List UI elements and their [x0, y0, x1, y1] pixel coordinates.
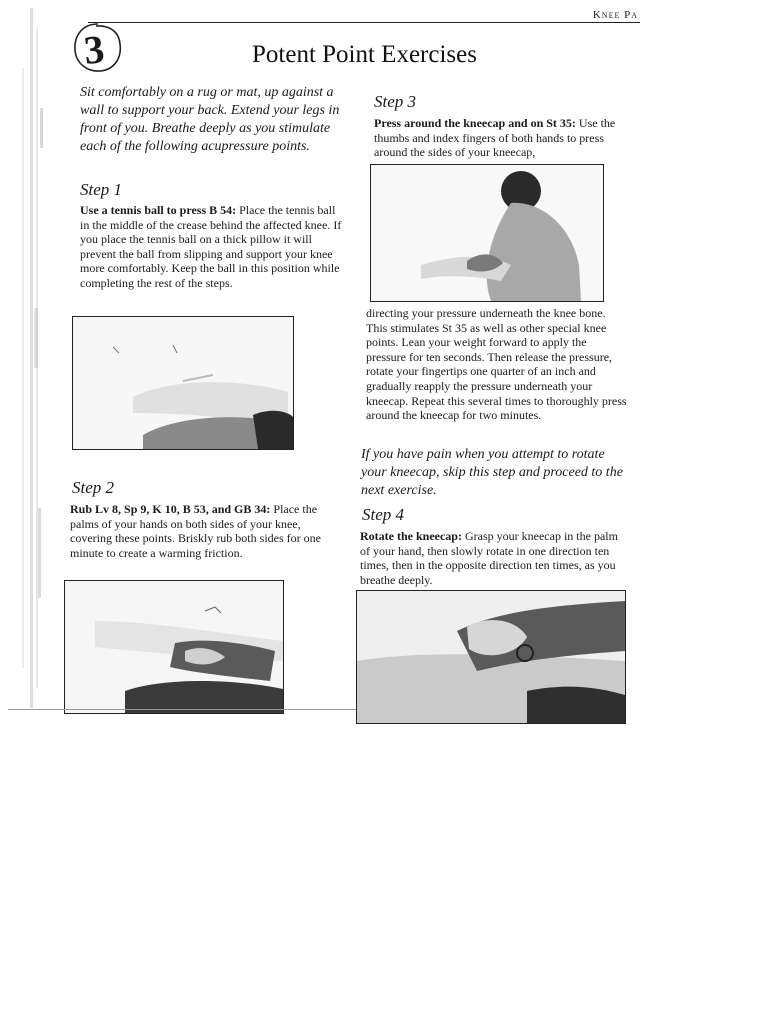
step3-heading: Step 3 — [374, 92, 417, 111]
step4-heading: Step 4 — [362, 505, 405, 524]
step3-text-continued: directing your pressure underneath the knee bone. This stimulates St 35 as well as other special knee points. Lean your weight forward to apply the pressure for ten seconds. Then release the pressure, rotate your fingertips one quarter of an inch and gradually reapply the pressure underneath your kneecap. Repeat this several times to thoroughly press around the kneecap for two minutes. — [366, 306, 627, 423]
step2-photo — [64, 580, 284, 714]
step4-body: Grasp your kneecap in the palm of your hand, then slowly rotate in one direction ten times, then in the opposite direction ten times, as you breathe deeply. — [360, 529, 618, 587]
step4-text — [360, 529, 618, 587]
page-title: Potent Point Exercises — [252, 41, 477, 68]
step1-text — [80, 203, 342, 291]
step1-heading: Step 1 — [80, 180, 123, 199]
step1-photo — [72, 316, 294, 450]
step2-text — [70, 502, 334, 560]
step2-body: Place the palms of your hands on both sides of your knee, covering these points. Briskly rub both sides for one minute to create a warming friction. — [70, 502, 321, 560]
step3-body: Use the thumbs and index fingers of both hands to press around the sides of your kneecap, — [374, 116, 616, 160]
step3-text — [374, 116, 638, 160]
caution-note: If you have pain when you attempt to rotate your kneecap, skip this step and proceed to the next exercise. — [361, 447, 623, 498]
step2-heading: Step 2 — [72, 478, 115, 497]
step1-lead: Use a tennis ball to press B 54: — [80, 203, 237, 217]
step1-body: Place the tennis ball in the middle of the crease behind the affected knee. If you place the tennis ball on a thick pillow it will prevent the ball from slipping and support your knee more comfortably. Keep the ball in this position while completing the rest of the steps. — [80, 203, 342, 290]
bottom-rule — [8, 709, 358, 710]
step2-lead: Rub Lv 8, Sp 9, K 10, B 53, and GB 34: — [70, 502, 271, 516]
intro-paragraph: Sit comfortably on a rug or mat, up against a wall to support your back. Extend your legs in front of you. Breathe deeply as you stimulate each of the following acupressure points. — [80, 85, 340, 154]
scan-edge-speckle — [0, 8, 48, 713]
chapter-number: 3 — [81, 26, 107, 73]
step4-photo — [356, 590, 626, 724]
step3-lead: Press around the kneecap and on St 35: — [374, 116, 576, 130]
chapter-number-circle — [70, 20, 126, 76]
step3-photo — [370, 164, 604, 302]
step4-lead: Rotate the kneecap: — [360, 529, 462, 543]
header-rule — [88, 22, 640, 23]
running-head: Knee Pa — [592, 9, 638, 21]
